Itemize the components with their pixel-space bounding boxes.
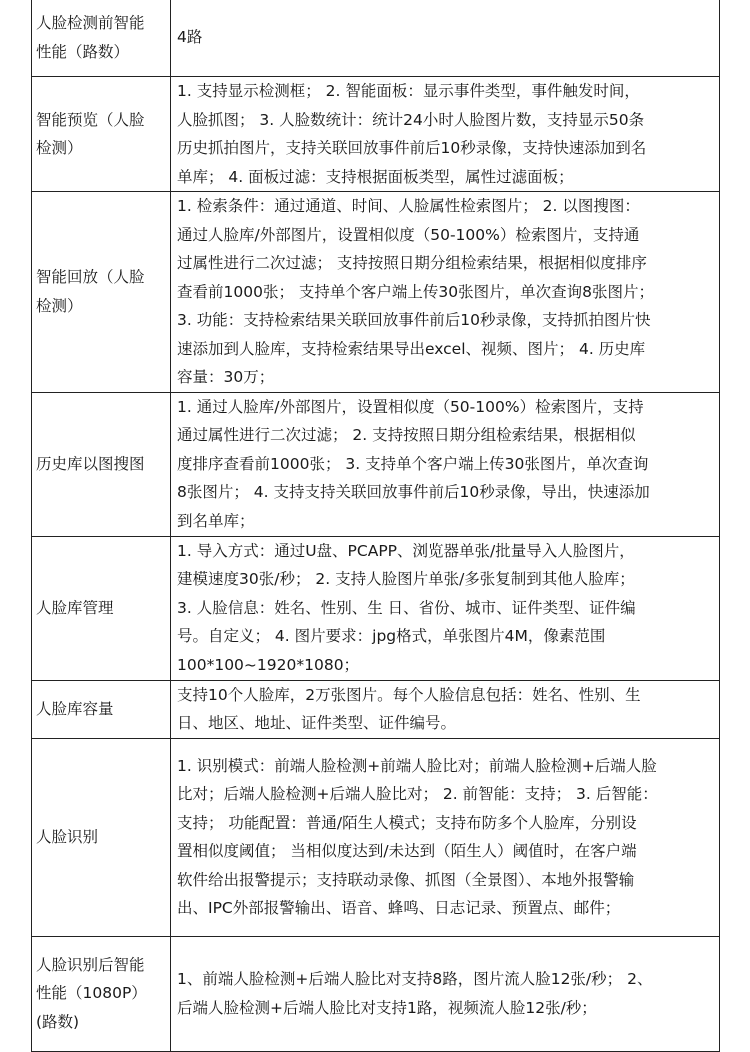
- spec-value-line: 4路: [177, 28, 203, 47]
- spec-value-line: 支持； 功能配置：普通/陌生人模式；支持布防多个人脸库，分别设: [177, 813, 637, 832]
- spec-label-line: 性能（1080P）: [36, 984, 147, 1003]
- spec-value-cell: [171, 680, 720, 738]
- spec-value-line: 1、前端人脸检测+后端人脸比对支持8路，图片流人脸12张/秒； 2、: [177, 970, 653, 988]
- spec-label-cell: [32, 0, 171, 77]
- spec-value-line: 8张图片； 4. 支持支持关联回放事件前后10秒录像，导出，快速添加: [177, 483, 650, 502]
- spec-value-line: 出、IPC外部报警输出、语音、蜂鸣、日志记录、预置点、邮件；: [177, 899, 621, 917]
- spec-label-cell: [32, 536, 171, 680]
- spec-table: [31, 0, 720, 1052]
- spec-value-line: 后端人脸检测+后端人脸比对支持1路，视频流人脸12张/秒；: [177, 998, 597, 1017]
- spec-label-cell: [32, 680, 171, 738]
- spec-value-line: 建模速度30张/秒； 2. 支持人脸图片单张/多张复制到其他人脸库；: [177, 570, 635, 589]
- table-row: [32, 738, 720, 936]
- spec-value-line: 历史抓拍图片，支持关联回放事件前后10秒录像，支持快速添加到名: [177, 139, 647, 157]
- spec-value-line: 支持10个人脸库，2万张图片。每个人脸信息包括：姓名、性别、生: [177, 685, 641, 704]
- spec-value-cell: [171, 192, 720, 393]
- spec-label-line: 智能预览（人脸: [36, 110, 145, 129]
- spec-value-line: 查看前1000张； 支持单个客户端上传30张图片，单次查询8张图片；: [177, 282, 654, 301]
- spec-value-cell: [171, 392, 720, 536]
- spec-label-cell: [32, 392, 171, 536]
- spec-value-cell: [171, 0, 720, 77]
- spec-value-line: 单库； 4. 面板过滤：支持根据面板类型，属性过滤面板；: [177, 167, 574, 186]
- spec-label-line: 智能回放（人脸: [36, 268, 145, 287]
- spec-label-cell: [32, 77, 171, 192]
- spec-value-cell: [171, 536, 720, 680]
- spec-label-line: 人脸检测前智能: [36, 14, 145, 32]
- spec-label-line: 性能（路数）: [36, 42, 130, 61]
- table-row: [32, 536, 720, 680]
- spec-label-line: 人脸库管理: [36, 598, 114, 617]
- spec-label-cell: [32, 936, 171, 1051]
- spec-label-line: 人脸识别后智能: [36, 955, 145, 974]
- spec-label-cell: [32, 738, 171, 936]
- spec-label-line: 历史库以图搜图: [36, 454, 145, 473]
- spec-value-line: 速添加到人脸库，支持检索结果导出excel、视频、图片； 4. 历史库: [177, 339, 646, 358]
- spec-value-line: 软件给出报警提示；支持联动录像、抓图（全景图）、本地外报警输: [177, 870, 635, 889]
- table-row: [32, 392, 720, 536]
- spec-label-cell: [32, 192, 171, 393]
- spec-label-line: 人脸库容量: [36, 699, 114, 718]
- spec-value-line: 通过人脸库/外部图片，设置相似度（50-100%）检索图片，支持通: [177, 225, 640, 244]
- spec-value-line: 比对；后端人脸检测+后端人脸比对； 2. 前智能：支持； 3. 后智能：: [177, 785, 658, 803]
- spec-label-line: 人脸识别: [36, 827, 99, 846]
- spec-value-cell: [171, 738, 720, 936]
- spec-value-line: 3. 功能：支持检索结果关联回放事件前后10秒录像，支持抓拍图片快: [177, 311, 651, 329]
- spec-value-line: 容量：30万；: [177, 368, 275, 386]
- spec-value-line: 日、地区、地址、证件类型、证件编号。: [177, 714, 457, 732]
- spec-table-body: [32, 0, 720, 1051]
- spec-value-line: 度排序查看前1000张； 3. 支持单个客户端上传30张图片，单次查询: [177, 454, 649, 473]
- table-row: [32, 192, 720, 393]
- spec-value-line: 1. 识别模式：前端人脸检测+前端人脸比对；前端人脸检测+后端人脸: [177, 756, 657, 775]
- spec-value-line: 1. 导入方式：通过U盘、PCAPP、浏览器单张/批量导入人脸图片，: [177, 541, 635, 560]
- spec-label-line: 检测）: [36, 139, 83, 157]
- spec-value-cell: [171, 936, 720, 1051]
- spec-value-line: 过属性进行二次过滤； 支持按照日期分组检索结果，根据相似度排序: [177, 254, 647, 272]
- spec-value-line: 3. 人脸信息：姓名、性别、生 日、省份、城市、证件类型、证件编: [177, 598, 636, 617]
- spec-value-line: 1. 检索条件：通过通道、时间、人脸属性检索图片； 2. 以图搜图：: [177, 197, 640, 215]
- spec-value-line: 置相似度阈值； 当相似度达到/未达到（陌生人）阈值时，在客户端: [177, 842, 637, 860]
- spec-value-line: 号。自定义； 4. 图片要求：jpg格式，单张图片4M，像素范围: [177, 627, 606, 646]
- spec-value-line: 1. 通过人脸库/外部图片，设置相似度（50-100%）检索图片，支持: [177, 397, 644, 416]
- spec-value-line: 1. 支持显示检测框； 2. 智能面板：显示事件类型，事件触发时间，: [177, 82, 640, 100]
- table-row: [32, 936, 720, 1051]
- spec-value-line: 人脸抓图； 3. 人脸数统计：统计24小时人脸图片数，支持显示50条: [177, 110, 645, 129]
- spec-label-line: 检测）: [36, 296, 83, 315]
- spec-value-line: 100*100~1920*1080；: [177, 655, 360, 674]
- spec-value-line: 到名单库；: [177, 511, 255, 530]
- spec-label-line: (路数): [36, 1012, 80, 1031]
- table-row: [32, 77, 720, 192]
- table-row: [32, 680, 720, 738]
- table-row: [32, 0, 720, 77]
- spec-value-cell: [171, 77, 720, 192]
- spec-value-line: 通过属性进行二次过滤； 2. 支持按照日期分组检索结果，根据相似: [177, 426, 636, 445]
